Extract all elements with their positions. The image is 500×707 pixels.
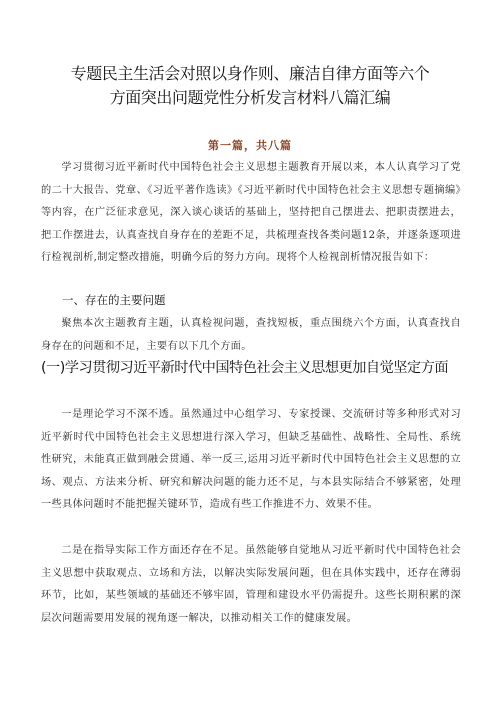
- title-line-2: 方面突出问题党性分析发言材料八篇汇编: [109, 88, 391, 107]
- body-paragraph-2: 二是在指导实际工作方面还存在不足。虽然能够自觉地从习近平新时代中国特色社会主义思想中获取观点、立场和方法，以解决实际发展问题，但在具体实践中，还存在薄弱环节，比如，某些领域的基础还不够牢固，管理和建设水平仍需提升。这些长期积累的深层次问题需要用发展的视角逐一解决，以推动相关工作的健康发展。: [41, 545, 461, 624]
- title-line-1: 专题民主生活会对照以身作则、廉洁自律方面等六个: [70, 64, 430, 83]
- subsection-heading: (一)学习贯彻习近平新时代中国特色社会主义思想更加自觉坚定方面: [41, 360, 449, 376]
- document-subtitle: 第一篇，共八篇: [208, 139, 292, 152]
- body-paragraph-1: 一是理论学习不深不透。虽然通过中心组学习、专家授课、交流研讨等多种形式对习近平新时代中国特色社会主义思想进行深入学习，但缺乏基础性、战略性、全局性、系统性研究，未能真正做到融会贯通、举一反三,运用习近平新时代中国特色社会主义思想的立场、观点、方法来分析、研究和解决问题的能力还不足，与本县实际结合不够紧密，处理一些具体问题时不能把握关键环节，造成有些工作推进不力、效果不佳。: [41, 409, 461, 511]
- intro-paragraph: 学习贯彻习近平新时代中国特色社会主义思想主题教育开展以来，本人认真学习了党的二十大报告、党章、《习近平著作选读》《习近平新时代中国特色社会主义思想专题摘编》等内容，在广泛征求意见，深入谈心谈话的基础上，坚持把自己摆进去、把职责摆进去，把工作摆进去，认真查找自身存在的差距不足，共梳理查找各类问题12条，并逐条逐项进行检视剖析,制定整改措施，明确今后的努力方向。现将个人检视剖析情况报告如下：: [41, 162, 461, 264]
- document-title: [40, 62, 460, 110]
- section-heading: 一、存在的主要问题: [62, 293, 166, 307]
- section-paragraph: 聚焦本次主题教育主题，认真检视问题，查找短板，重点围绕六个方面，认真查找自身存在的问题和不足，主要有以下几个方面。: [41, 318, 461, 352]
